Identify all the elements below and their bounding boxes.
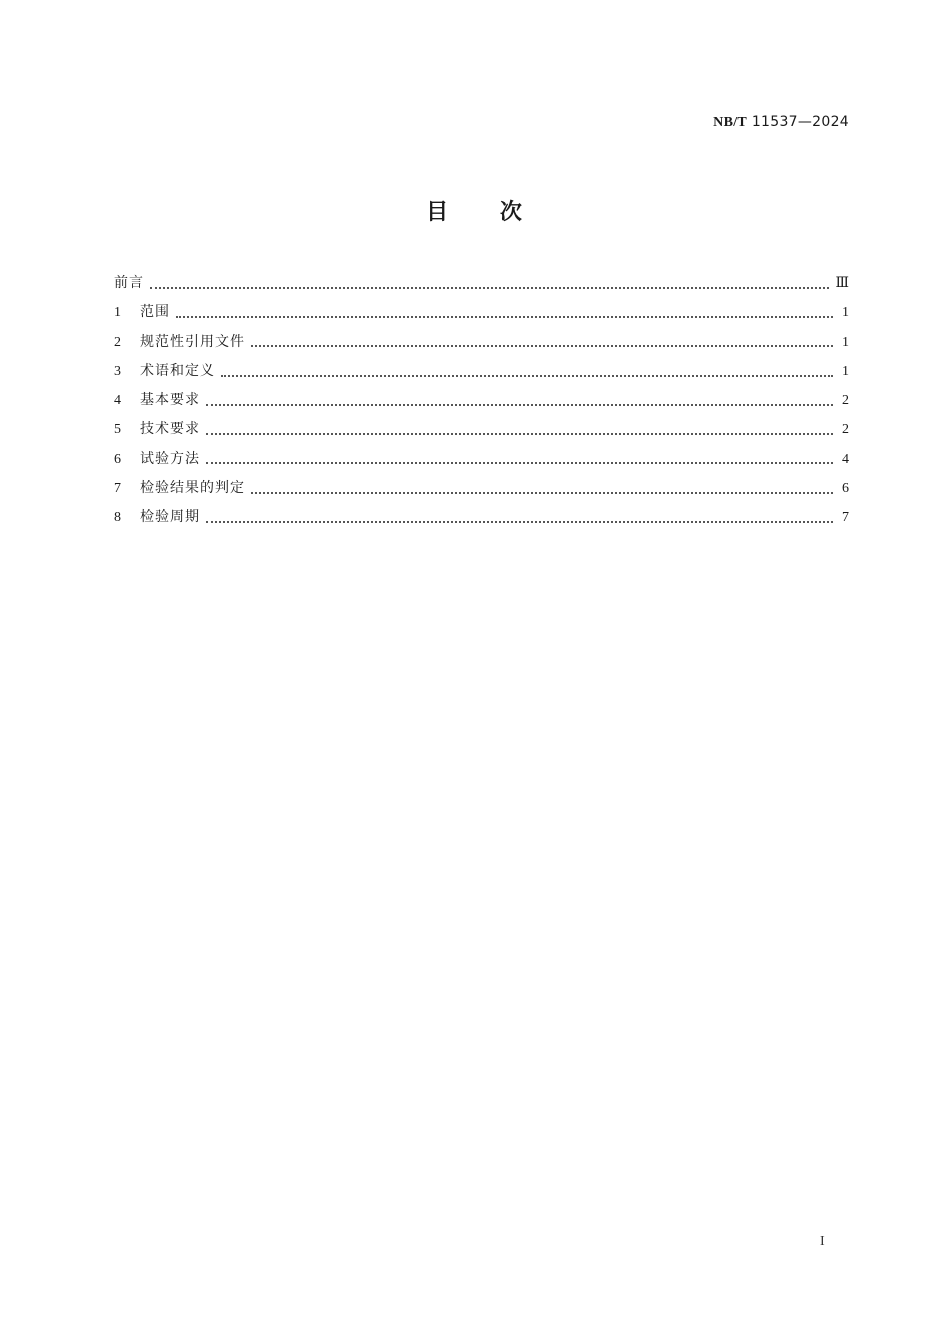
toc-entry-page: 2: [842, 393, 849, 409]
toc-entry-number: 7: [114, 481, 121, 497]
toc-entry-page: 1: [842, 363, 849, 379]
standard-prefix: NB/T: [713, 115, 748, 130]
toc-entry-page: 7: [842, 510, 849, 526]
toc-entry-page: 2: [842, 422, 849, 438]
toc-entry-5[interactable]: [114, 418, 849, 447]
toc-entry-page: 6: [842, 481, 849, 497]
toc-entry-1[interactable]: [114, 301, 849, 330]
toc-dot-leader: [206, 462, 833, 464]
toc-entry-label: 检验周期: [140, 509, 200, 526]
toc-entry-2[interactable]: [114, 331, 849, 360]
toc-entry-label: 范围: [140, 304, 170, 321]
toc-entry-number: 6: [114, 451, 121, 467]
table-of-contents: [114, 272, 849, 536]
toc-entry-number: 8: [114, 510, 121, 526]
toc-entry-8[interactable]: [114, 506, 849, 535]
toc-entry-page: 1: [842, 334, 849, 350]
toc-dot-leader: [251, 492, 833, 494]
toc-dot-leader: [206, 404, 833, 406]
toc-dot-leader: [176, 316, 833, 318]
toc-dot-leader: [150, 287, 829, 289]
toc-entry-3[interactable]: [114, 360, 849, 389]
toc-entry-number: 3: [114, 363, 121, 379]
toc-dot-leader: [206, 521, 833, 523]
toc-entry-label: 基本要求: [140, 392, 200, 409]
toc-entry-number: 5: [114, 422, 121, 438]
toc-entry-page: 4: [842, 451, 849, 467]
toc-entry-foreword[interactable]: [114, 272, 849, 301]
toc-entry-label: 检验结果的判定: [140, 480, 245, 497]
toc-entry-page: Ⅲ: [835, 276, 849, 291]
toc-entry-7[interactable]: [114, 477, 849, 506]
toc-entry-label: 技术要求: [140, 421, 200, 438]
page-number: I: [820, 1234, 825, 1249]
page-title: 目 次: [426, 200, 524, 225]
standard-code: [713, 114, 849, 131]
toc-entry-label: 试验方法: [140, 450, 200, 467]
toc-entry-page: 1: [842, 305, 849, 321]
toc-entry-label: 术语和定义: [140, 362, 215, 379]
toc-dot-leader: [206, 433, 833, 435]
toc-entry-4[interactable]: [114, 389, 849, 418]
toc-entry-label: 前言: [114, 275, 144, 291]
standard-number: 11537—2024: [751, 114, 849, 130]
toc-entry-label: 规范性引用文件: [140, 333, 245, 350]
toc-entry-number: 2: [114, 334, 121, 350]
toc-entry-6[interactable]: [114, 448, 849, 477]
toc-dot-leader: [251, 345, 833, 347]
toc-entry-number: 4: [114, 393, 121, 409]
toc-dot-leader: [221, 375, 833, 377]
toc-entry-number: 1: [114, 305, 121, 321]
